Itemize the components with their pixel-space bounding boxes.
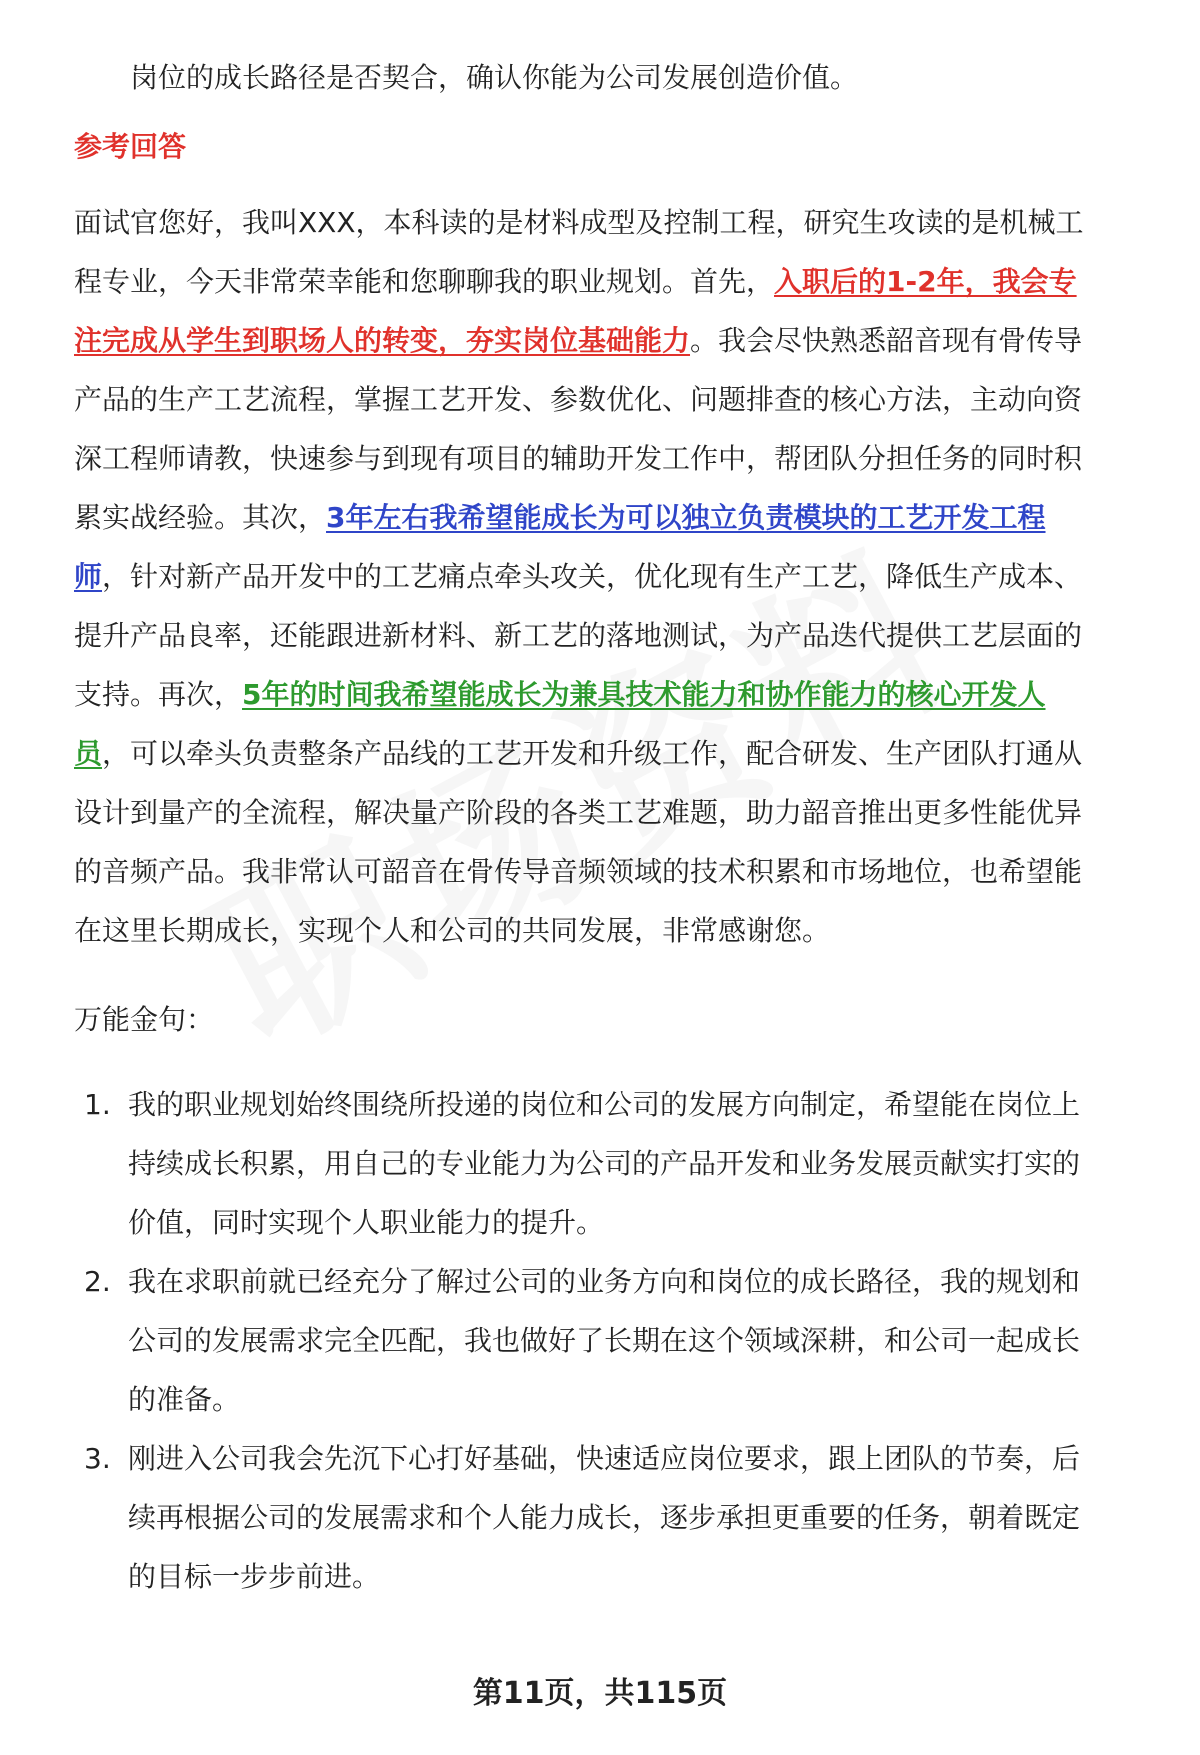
list-number: 3. (84, 1442, 111, 1475)
highlight-third-stage: 5年的时间我希望能成长为兼具技术能力和协作能力的核心开发人 (242, 678, 1046, 711)
answer-line: 提升产品良率，还能跟进新材料、新工艺的落地测试，为产品迭代提供工艺层面的 (74, 619, 1083, 652)
answer-line (74, 724, 1144, 783)
answer-text: ，针对新产品开发中的工艺痛点牵头攻关，优化现有生产工艺，降低生产成本、 (102, 560, 1083, 593)
answer-line: 面试官您好，我叫XXX，本科读的是材料成型及控制工程，研究生攻读的是机械工 (74, 206, 1084, 239)
list-item-line: 公司的发展需求完全匹配，我也做好了长期在这个领域深耕，和公司一起成长 (128, 1324, 1081, 1357)
list-item-line: 持续成长积累，用自己的专业能力为公司的产品开发和业务发展贡献实打实的 (128, 1147, 1081, 1180)
answer-line (74, 488, 1144, 547)
highlight-third-stage: 员 (74, 737, 103, 770)
answer-line (74, 311, 1144, 370)
highlight-second-stage: 师 (74, 560, 103, 593)
list-item-line: 的准备。 (128, 1383, 241, 1416)
document-page (74, 48, 1144, 1606)
tips-list (74, 1075, 1144, 1606)
list-item-line: 我的职业规划始终围绕所投递的岗位和公司的发展方向制定，希望能在岗位上 (128, 1088, 1081, 1121)
list-item-line: 刚进入公司我会先沉下心打好基础，快速适应岗位要求，跟上团队的节奏，后 (128, 1442, 1081, 1475)
answer-heading: 参考回答 (74, 130, 187, 163)
list-item-line: 价值，同时实现个人职业能力的提升。 (128, 1206, 605, 1239)
answer-text: 累实战经验。其次， (74, 501, 327, 534)
answer-text: 。我会尽快熟悉韶音现有骨传导 (690, 324, 1083, 357)
list-item-line: 我在求职前就已经充分了解过公司的业务方向和岗位的成长路径，我的规划和 (128, 1265, 1081, 1298)
list-number: 1. (84, 1088, 111, 1121)
answer-line: 产品的生产工艺流程，掌握工艺开发、参数优化、问题排查的核心方法，主动向资 (74, 383, 1083, 416)
answer-line (74, 665, 1144, 724)
list-item-line: 的目标一步步前进。 (128, 1560, 381, 1593)
highlight-second-stage: 3年左右我希望能成长为可以独立负责模块的工艺开发工程 (326, 501, 1046, 534)
intro-line: 岗位的成长路径是否契合，确认你能为公司发展创造价值。 (130, 61, 859, 94)
list-item-line: 续再根据公司的发展需求和个人能力成长，逐步承担更重要的任务，朝着既定 (128, 1501, 1081, 1534)
answer-line (74, 547, 1144, 606)
answer-text: 支持。再次， (74, 678, 243, 711)
highlight-first-stage: 注完成从学生到职场人的转变，夯实岗位基础能力 (74, 324, 691, 357)
answer-line: 在这里长期成长，实现个人和公司的共同发展，非常感谢您。 (74, 914, 831, 947)
list-item (74, 1252, 1144, 1429)
answer-text: ，可以牵头负责整条产品线的工艺开发和升级工作，配合研发、生产团队打通从 (102, 737, 1083, 770)
tips-label: 万能金句： (74, 1003, 215, 1036)
answer-line: 的音频产品。我非常认可韶音在骨传导音频领域的技术积累和市场地位，也希望能 (74, 855, 1083, 888)
answer-line: 设计到量产的全流程，解决量产阶段的各类工艺难题，助力韶音推出更多性能优异 (74, 796, 1083, 829)
page-footer: 第11页，共115页 (472, 1676, 728, 1711)
answer-line: 深工程师请教，快速参与到现有项目的辅助开发工作中，帮团队分担任务的同时积 (74, 442, 1083, 475)
answer-text: 程专业，今天非常荣幸能和您聊聊我的职业规划。首先， (74, 265, 775, 298)
answer-paragraph (74, 193, 1144, 960)
list-item (74, 1075, 1144, 1252)
answer-line (74, 252, 1144, 311)
list-item (74, 1429, 1144, 1606)
list-number: 2. (84, 1265, 111, 1298)
highlight-first-stage: 入职后的1-2年，我会专 (774, 265, 1077, 298)
